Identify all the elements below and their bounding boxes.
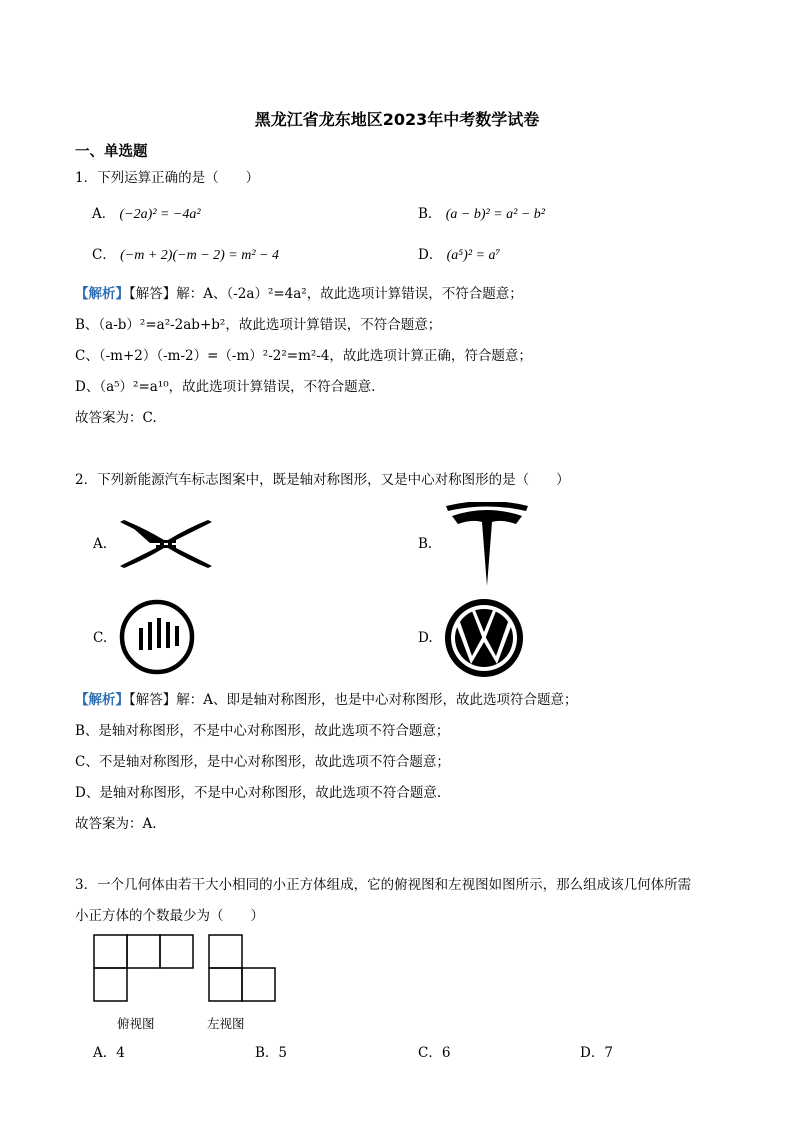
q3-option-c[interactable]: C．6 [418,1045,451,1061]
q2-option-b-label[interactable]: B. [418,536,433,552]
q2-analysis-line-2: B、是轴对称图形，不是中心对称图形，故此选项不符合题意； [75,723,450,739]
q1-option-c-label: C． [92,247,116,263]
x-logo-icon [120,516,212,572]
q2-analysis-line-3: C、不是轴对称图形，是中心对称图形，故此选项不符合题意； [75,754,450,770]
q1-answer: 故答案为：C. [75,410,157,426]
top-view-label: 俯视图 [117,1016,155,1031]
q1-analysis-line-1: 【解析】【解答】解：A、（-2a）²=4a²，故此选项计算错误，不符合题意； [75,286,523,302]
q1-option-c-expr: (−m + 2)(−m − 2) = m² − 4 [120,248,280,263]
q1-option-d-expr: (a⁵)² = a⁷ [446,248,501,263]
tesla-logo-icon [444,502,530,588]
analysis-tag: 【解析】 [75,286,129,302]
q2-analysis-line-1: 【解析】【解答】解：A、即是轴对称图形，也是中心对称图形，故此选项符合题意； [75,692,578,708]
q1-analysis-line-2: B、（a-b）²=a²-2ab+b²，故此选项计算错误，不符合题意； [75,317,442,333]
circle-bars-logo-icon [118,598,196,676]
q1-stem: 1．下列运算正确的是（ ） [75,170,260,186]
q1-option-a-expr: (−2a)² = −4a² [119,207,201,222]
q1-option-b-label: B． [418,206,442,222]
left-view-label: 左视图 [207,1016,245,1031]
q3-stem-line-2: 小正方体的个数最少为（ ） [75,908,264,924]
q2-option-c-label[interactable]: C. [93,630,108,646]
q3-option-b[interactable]: B．5 [255,1045,288,1061]
q1-option-c[interactable] [92,243,279,264]
q1-option-d[interactable] [418,243,500,264]
q1-analysis-line-3: C、（-m+2）（-m-2）=（-m）²-2²=m²-4，故此选项计算正确，符合题意； [75,348,532,364]
q2-stem: 2．下列新能源汽车标志图案中，既是轴对称图形，又是中心对称图形的是（ ） [75,472,570,488]
analysis-tag: 【解析】 [75,692,129,708]
q3-option-d[interactable]: D．7 [580,1045,613,1061]
q1-analysis-line-4: D、（a⁵）²=a¹⁰，故此选项计算错误，不符合题意. [75,379,376,395]
q2-option-d-label[interactable]: D. [418,630,433,646]
q1-option-b-expr: (a − b)² = a² − b² [445,207,545,222]
q1-option-d-label: D． [418,247,443,263]
q2-option-a-label[interactable]: A. [93,536,108,552]
q2-answer: 故答案为：A. [75,816,157,832]
three-view-figure [93,933,277,1003]
volkswagen-logo-icon [444,598,524,678]
q1-option-a[interactable] [92,202,201,223]
q1-option-a-label: A． [92,206,116,222]
q3-stem-line-1: 3．一个几何体由若干大小相同的小正方体组成，它的俯视图和左视图如图所示，那么组成该几何体所需 [75,877,692,893]
section-heading: 一、单选题 [75,144,148,160]
page-title: 黑龙江省龙东地区2023年中考数学试卷 [254,110,540,129]
q2-analysis-line-4: D、是轴对称图形，不是中心对称图形，故此选项不符合题意. [75,785,442,801]
q3-option-a[interactable]: A．4 [93,1045,125,1061]
q1-option-b[interactable] [418,202,545,223]
